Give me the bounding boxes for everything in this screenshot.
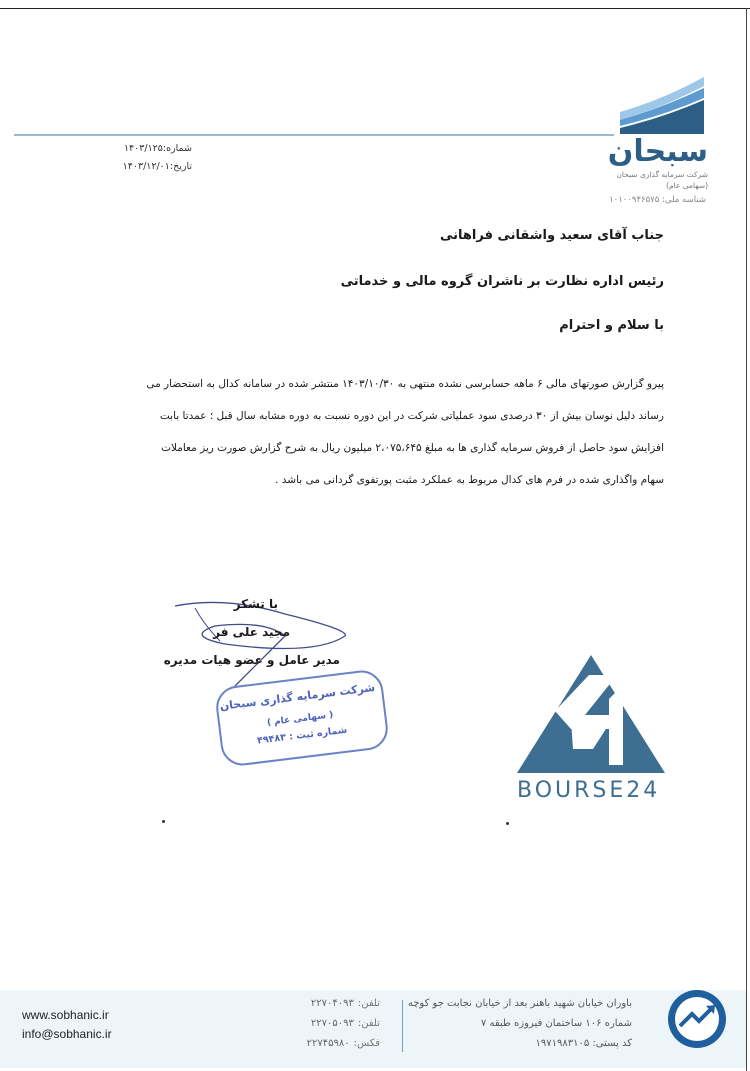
signature-closing: با تشکر [233, 597, 278, 611]
trend-badge-icon [666, 988, 728, 1050]
punch-dot [162, 820, 165, 823]
address-line: باوران خیابان شهید باهنر بعد از خیابان نجابت جو کوچه [407, 998, 632, 1009]
phone-number: ۲۲۷۰۵۰۹۳ [310, 1018, 354, 1029]
company-logo [607, 72, 712, 212]
recipient-title: رئیس اداره نظارت بر ناشران گروه مالی و خدماتی [340, 274, 664, 289]
stamp-registration: شماره ثبت : ۴۹۴۸۳ [256, 724, 348, 747]
footer-divider [402, 1000, 403, 1052]
phone-label: تلفن: [357, 998, 380, 1009]
stamp-company: شرکت سرمایه گذاری سبحان [219, 680, 376, 713]
fax-label: فکس: [353, 1038, 380, 1049]
logo-subtitle-type: (سهامی عام) [666, 181, 708, 190]
letter-paragraph [60, 368, 664, 496]
header-divider [14, 134, 614, 136]
recipient-name: جناب آقای سعید واشقانی فراهانی [439, 228, 664, 243]
punch-dot [506, 822, 509, 825]
letter-date: تاریخ:۱۴۰۳/۱۲/۰۱ [122, 161, 192, 172]
footer-address [408, 998, 632, 1058]
footer-contacts [280, 998, 380, 1058]
paragraph-line: افزایش سود حاصل از فروش سرمایه گذاری ها به مبلغ ۲،۰۷۵،۶۴۵ میلیون ریال به شرح گزارش صورت ریز معاملات [161, 442, 664, 454]
paragraph-line: رساند دلیل نوسان بیش از ۳۰ درصدی سود عملیاتی شرکت در این دوره نسبت به دوره مشابه سال قبل ؛ عمدتا بابت [159, 410, 664, 422]
footer-email[interactable]: info@sobhanic.ir [22, 1027, 112, 1041]
paragraph-line: پیرو گزارش صورتهای مالی ۶ ماهه حسابرسی نشده منتهی به ۱۴۰۳/۱۰/۳۰ منتشر شده در سامانه کدال به استحضار می [146, 378, 664, 390]
address-line: شماره ۱۰۶ ساختمان فیروزه طبقه ۷ [480, 1018, 632, 1029]
logo-subtitle: شرکت سرمایه گذاری سبحان [616, 170, 708, 179]
watermark-text: BOURSE24 [517, 778, 661, 803]
phone-label: تلفن: [357, 1018, 380, 1029]
stamp-type: ( سهامی عام ) [266, 710, 334, 729]
letter-meta [100, 140, 192, 176]
page-right-border [746, 8, 747, 1071]
phone-number: ۲۲۷۰۴۰۹۳ [310, 998, 354, 1009]
footer-website[interactable]: www.sobhanic.ir [22, 1008, 109, 1022]
letter-number: شماره:۱۴۰۳/۱۲۵ [123, 143, 192, 154]
page-top-border [0, 8, 750, 9]
logo-stripes-icon [612, 72, 712, 134]
signer-title: مدیر عامل و عضو هیات مدیره [163, 653, 340, 667]
signer-name: مجید علی فر [213, 625, 290, 639]
postal-code: کد پستی: ۱۹۷۱۹۸۳۱۰۵ [535, 1038, 632, 1049]
fax-number: ۲۲۷۴۵۹۸۰ [306, 1038, 350, 1049]
logo-name: سبحان [607, 134, 708, 169]
greeting: با سلام و احترام [559, 318, 664, 333]
signature-block [140, 590, 340, 674]
national-id: شناسه ملی: ۱۰۱۰۰۹۴۶۵۷۵ [609, 195, 706, 205]
paragraph-line: سهام واگذاری شده در فرم های کدال مربوط به عملکرد مثبت پورتفوی گردانی می باشد . [275, 474, 664, 486]
